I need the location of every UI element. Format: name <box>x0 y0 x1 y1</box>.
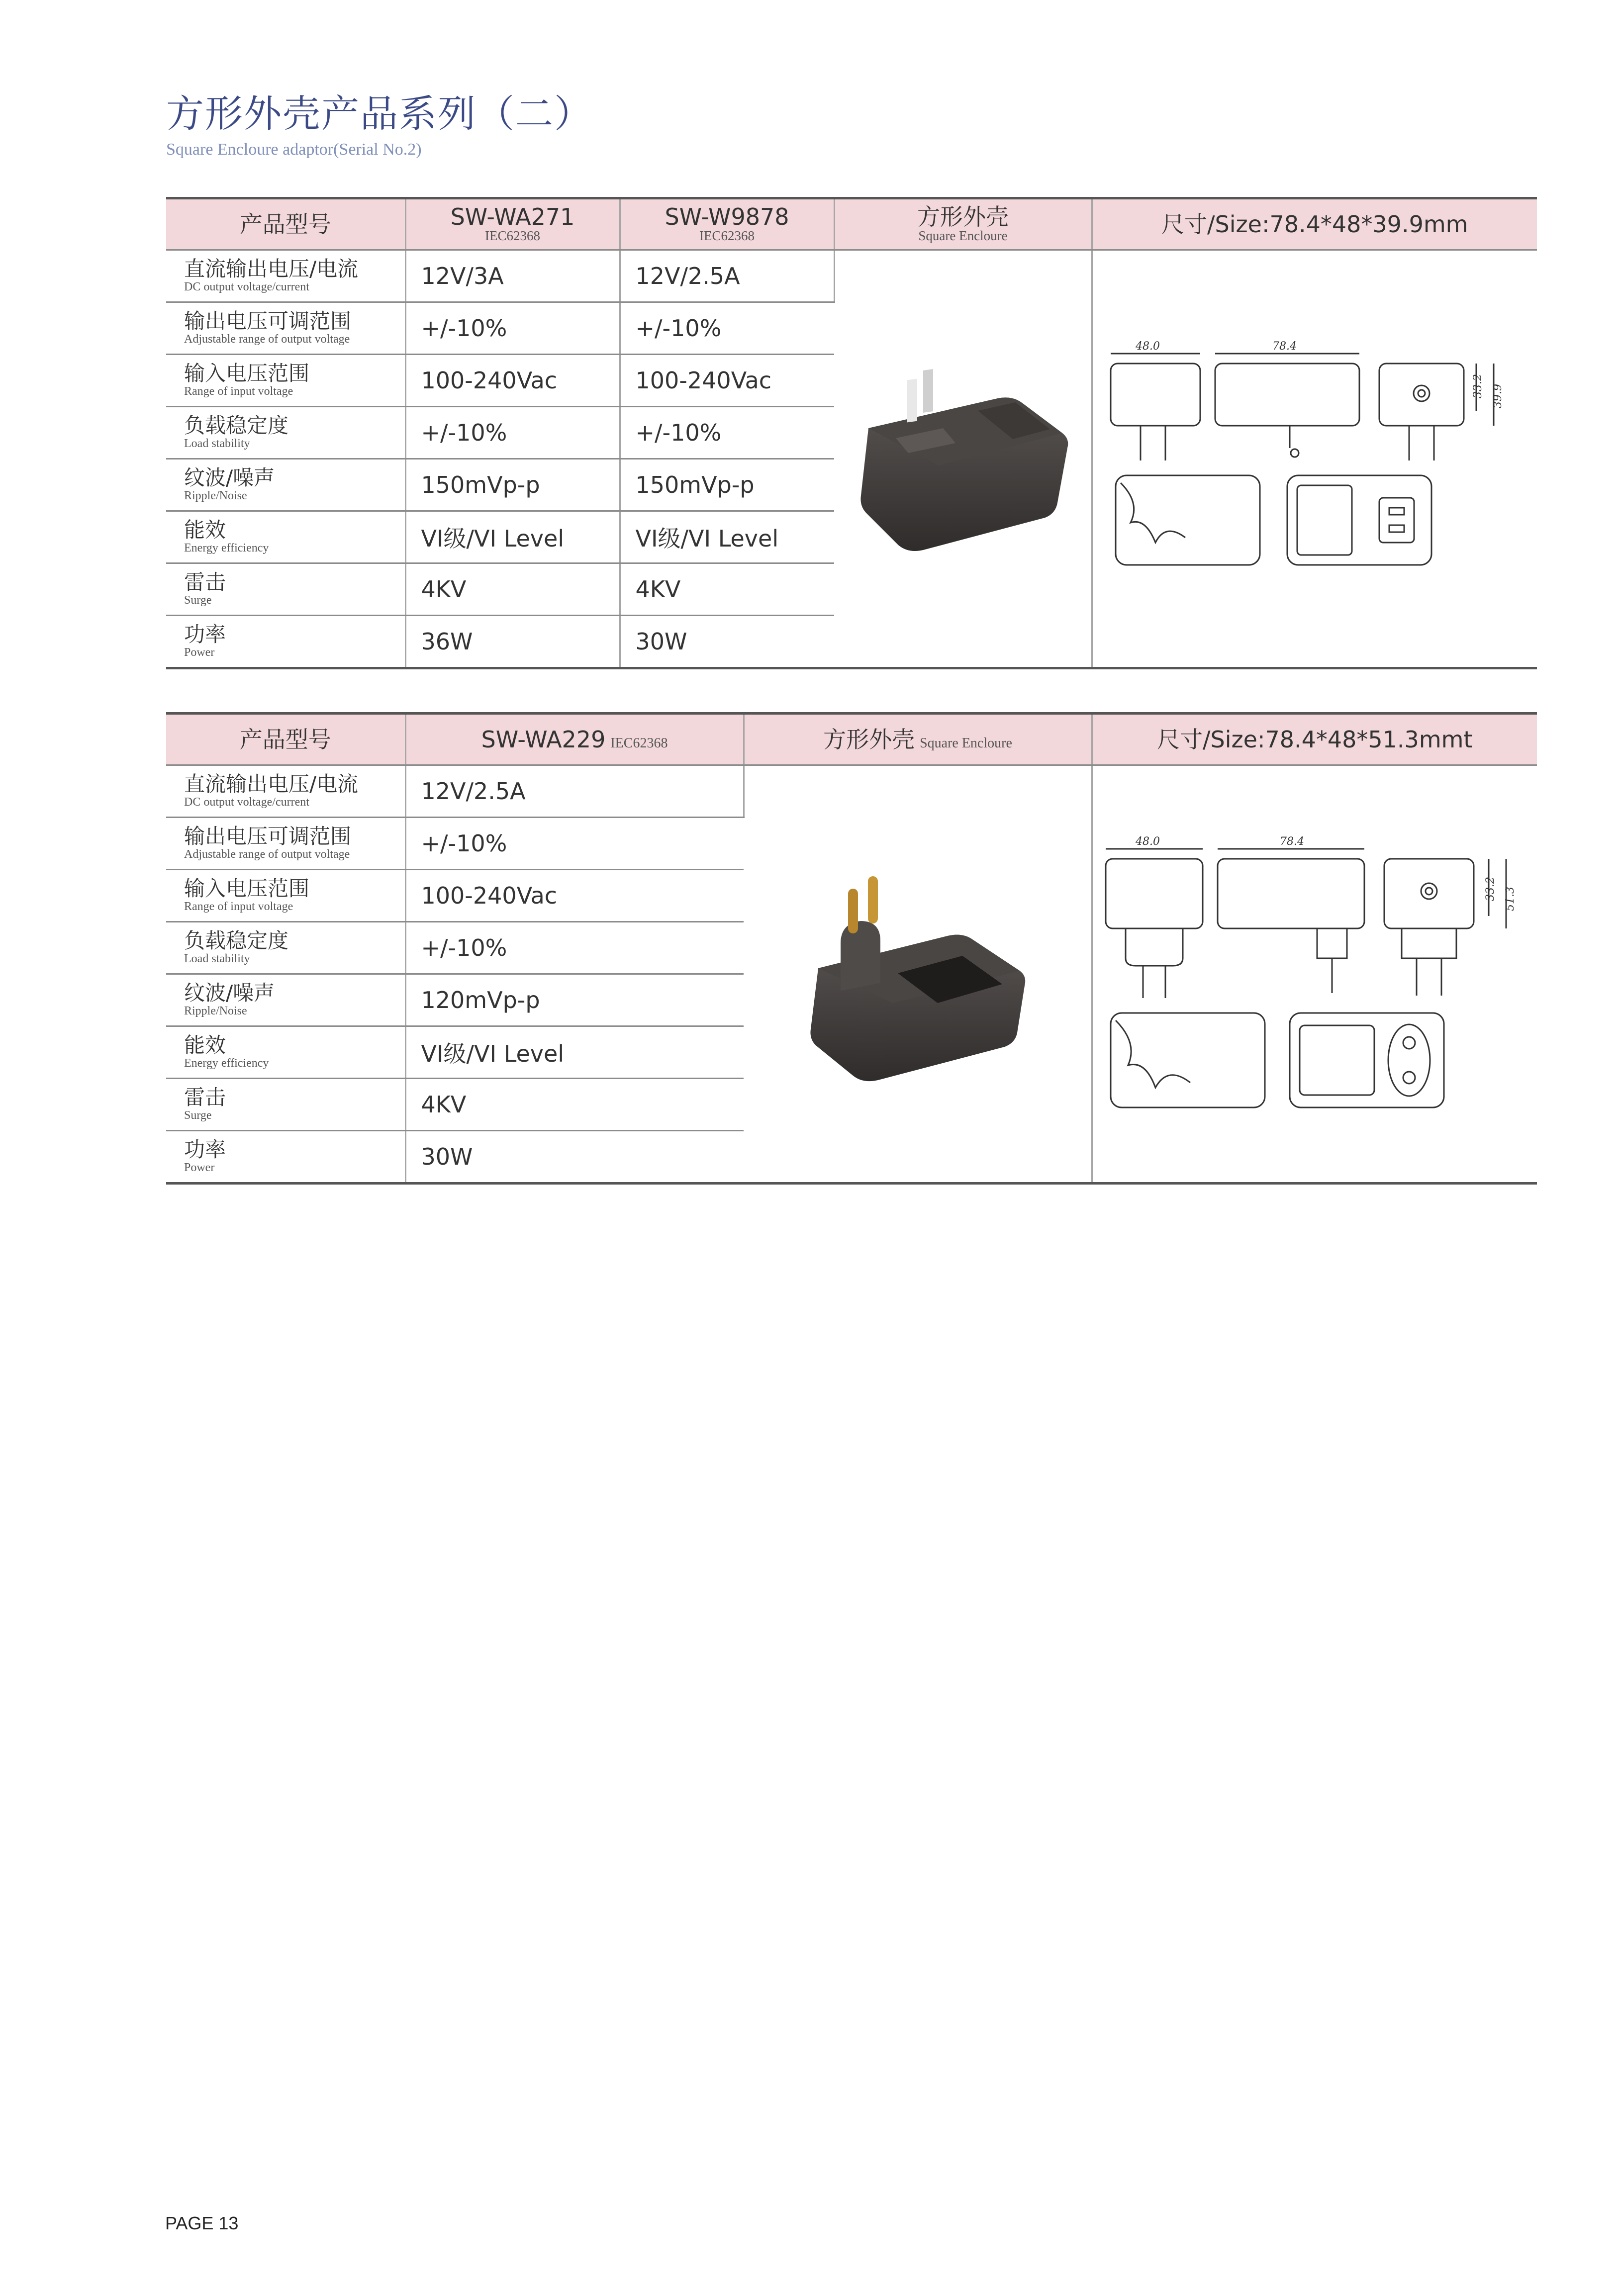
model-standard: IEC62368 <box>485 228 540 244</box>
value-cell: 36W <box>405 616 620 668</box>
value-cell: 12V/2.5A <box>405 765 744 818</box>
model-header-cell <box>405 198 620 250</box>
product-photo-us-plug <box>849 354 1077 562</box>
value-cell: VI级/VI Level <box>405 511 620 563</box>
row-label: 功率 Power <box>166 616 405 668</box>
value-cell: +/-10% <box>405 922 744 974</box>
value-cell: +/-10% <box>405 407 620 459</box>
row-label: 功率 Power <box>166 1131 405 1184</box>
row-label: 输入电压范围 Range of input voltage <box>166 355 405 407</box>
value-cell: +/-10% <box>620 302 834 355</box>
table-header-row <box>166 714 1537 765</box>
size-header-cell <box>1092 198 1537 250</box>
product-photo-cell <box>744 765 1092 1184</box>
page-number: PAGE 13 <box>165 2213 239 2233</box>
size-label: 尺寸/Size:78.4*48*51.3mmt <box>1157 726 1473 753</box>
row-label: 直流输出电压/电流 DC output voltage/current <box>166 250 405 302</box>
dimension-drawing-1 <box>1101 334 1528 582</box>
table-header-row <box>166 198 1537 250</box>
value-cell: +/-10% <box>620 407 834 459</box>
dim-label: 78.4 <box>1280 835 1305 848</box>
model-name: SW-WA271 <box>450 203 575 230</box>
value-cell: 100-240Vac <box>405 870 744 922</box>
size-header-cell <box>1092 714 1537 765</box>
model-label-cell <box>166 714 405 765</box>
enclosure-header-cell <box>744 714 1092 765</box>
model-label: 产品型号 <box>239 726 331 753</box>
dimension-drawing-cell <box>1092 250 1537 668</box>
page-subtitle: Square Encloure adaptor(Serial No.2) <box>166 140 422 159</box>
row-label: 雷击 Surge <box>166 563 405 616</box>
value-cell: 30W <box>620 616 834 668</box>
row-label: 能效 Energy efficiency <box>166 1026 405 1079</box>
row-label: 直流输出电压/电流 DC output voltage/current <box>166 765 405 818</box>
row-label: 纹波/噪声 Ripple/Noise <box>166 974 405 1026</box>
model-label: 产品型号 <box>239 210 331 238</box>
value-cell: VI级/VI Level <box>620 511 834 563</box>
value-cell: 4KV <box>405 1079 744 1131</box>
value-cell: 4KV <box>620 563 834 616</box>
value-cell: 12V/3A <box>405 250 620 302</box>
model-label-cell <box>166 198 405 250</box>
value-cell: VI级/VI Level <box>405 1026 744 1079</box>
row-label: 负载稳定度 Load stability <box>166 922 405 974</box>
value-cell: 30W <box>405 1131 744 1184</box>
page-title: 方形外壳产品系列（二） <box>166 92 593 136</box>
value-cell: 150mVp-p <box>405 459 620 511</box>
enclosure-en: Square Encloure <box>920 735 1012 751</box>
value-cell: +/-10% <box>405 818 744 870</box>
table-row <box>166 765 1537 818</box>
size-label: 尺寸/Size:78.4*48*39.9mm <box>1161 210 1468 238</box>
dim-label: 51.3 <box>1504 886 1517 911</box>
value-cell: 12V/2.5A <box>620 250 834 302</box>
model-standard: IEC62368 <box>610 735 668 751</box>
row-label: 输出电压可调范围 Adjustable range of output voltage <box>166 302 405 355</box>
enclosure-cn: 方形外壳 <box>917 203 1009 230</box>
enclosure-cn: 方形外壳 <box>823 726 915 753</box>
spec-table-2 <box>166 712 1537 1185</box>
row-label: 输出电压可调范围 Adjustable range of output voltage <box>166 818 405 870</box>
model-name: SW-W9878 <box>665 203 789 230</box>
model-standard: IEC62368 <box>699 228 755 244</box>
dim-label: 39.9 <box>1492 383 1505 408</box>
spec-table-1 <box>166 197 1537 669</box>
product-photo-cell <box>834 250 1092 668</box>
value-cell: +/-10% <box>405 302 620 355</box>
model-header-cell <box>620 198 834 250</box>
enclosure-en: Square Encloure <box>918 228 1008 244</box>
dim-label: 48.0 <box>1136 835 1160 848</box>
product-photo-eu-plug <box>798 854 1037 1093</box>
dimension-drawing-cell <box>1092 765 1537 1184</box>
model-name: SW-WA229 <box>481 726 606 753</box>
dim-label: 33.2 <box>1484 876 1497 901</box>
table-row <box>166 250 1537 302</box>
row-label: 能效 Energy efficiency <box>166 511 405 563</box>
value-cell: 120mVp-p <box>405 974 744 1026</box>
model-header-cell <box>405 714 744 765</box>
dim-label: 78.4 <box>1272 340 1297 353</box>
value-cell: 150mVp-p <box>620 459 834 511</box>
row-label: 负载稳定度 Load stability <box>166 407 405 459</box>
dim-label: 48.0 <box>1136 340 1160 353</box>
value-cell: 100-240Vac <box>620 355 834 407</box>
row-label: 雷击 Surge <box>166 1079 405 1131</box>
dimension-drawing-2 <box>1096 829 1533 1117</box>
row-label: 纹波/噪声 Ripple/Noise <box>166 459 405 511</box>
row-label: 输入电压范围 Range of input voltage <box>166 870 405 922</box>
value-cell: 100-240Vac <box>405 355 620 407</box>
dim-label: 33.2 <box>1472 373 1485 398</box>
enclosure-header-cell <box>834 198 1092 250</box>
value-cell: 4KV <box>405 563 620 616</box>
